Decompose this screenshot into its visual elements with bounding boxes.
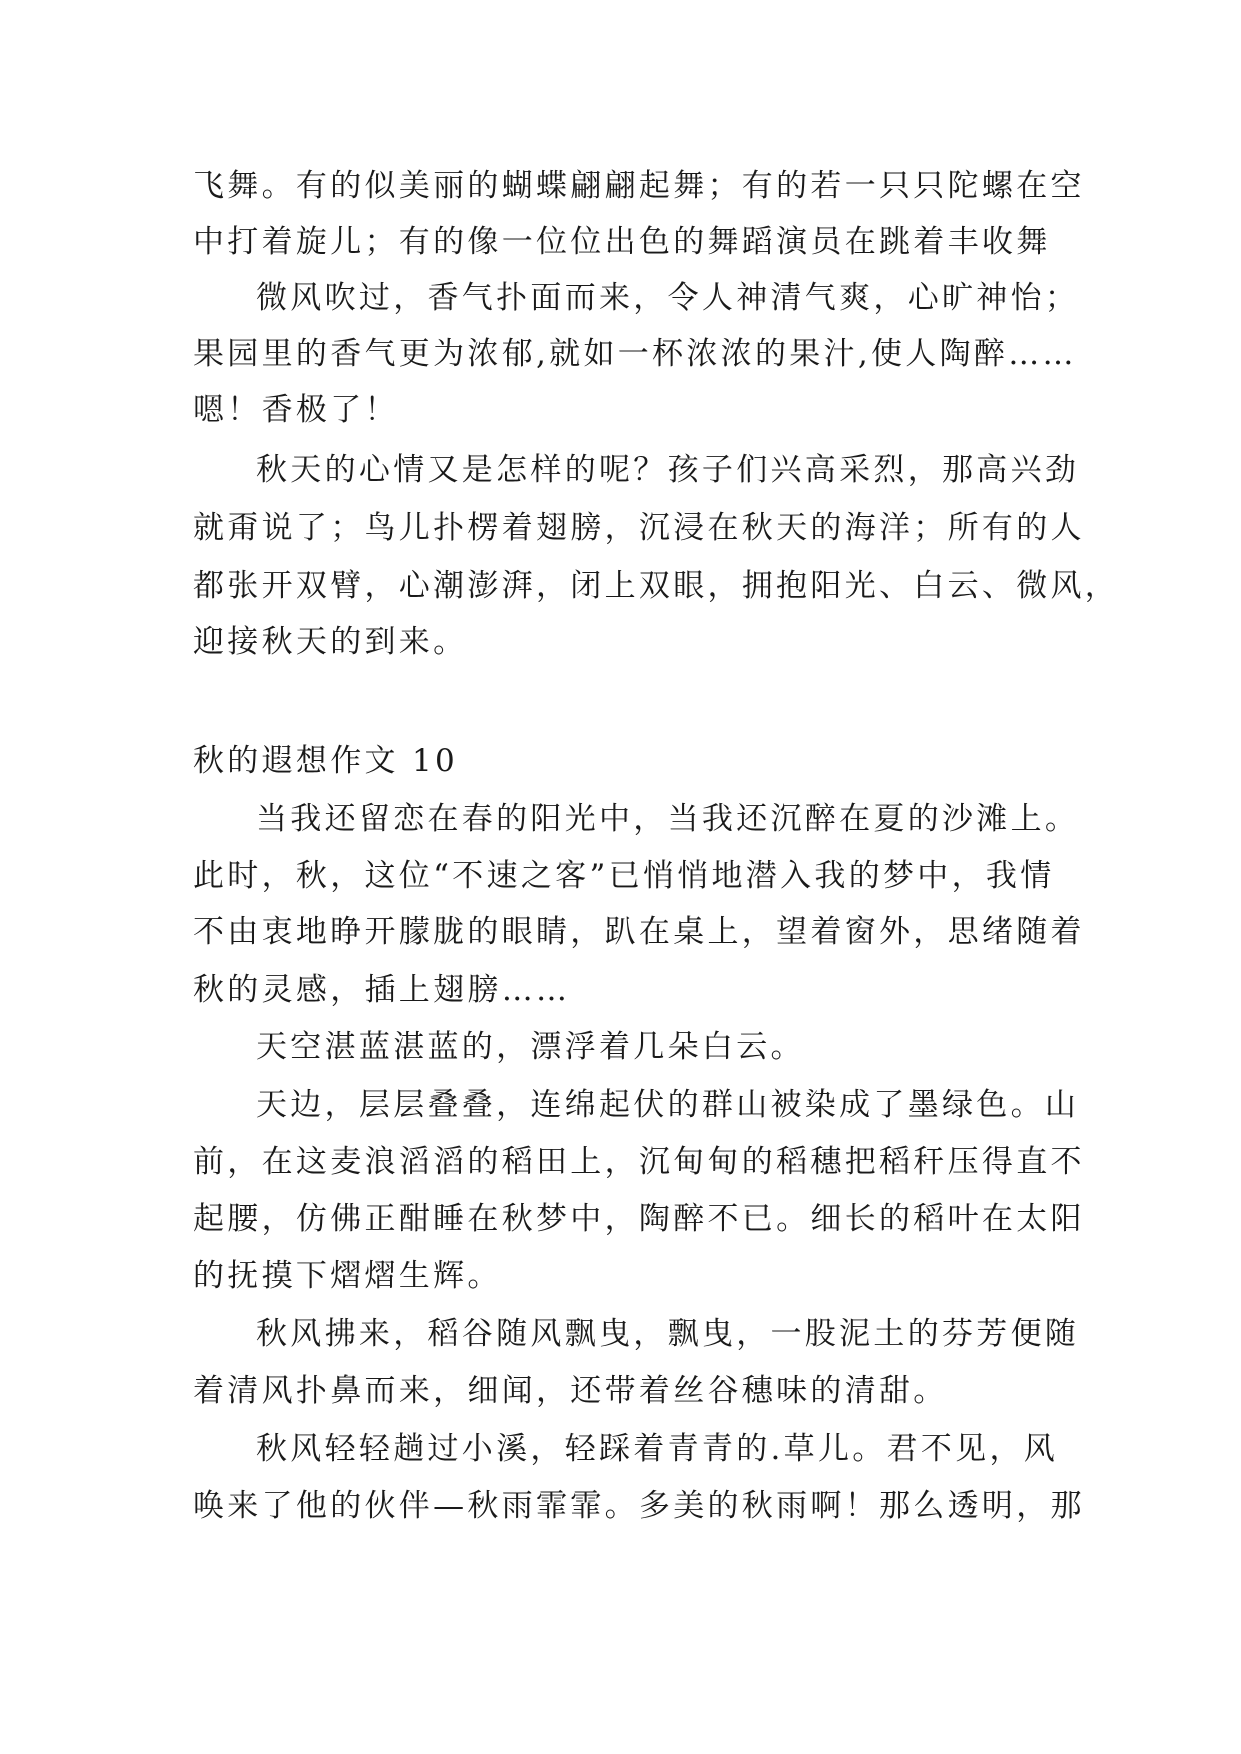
text-line: 秋风拂来，稻谷随风飘曳，飘曳，一股泥土的芬芳便随 [256, 1316, 1080, 1352]
text-line: 都张开双臂，心潮澎湃，闭上双眼，拥抱阳光、白云、微风， [193, 568, 1120, 604]
text-line: 天空湛蓝湛蓝的，漂浮着几朵白云。 [256, 1029, 805, 1065]
text-line: 中打着旋儿；有的像一位位出色的舞蹈演员在跳着丰收舞 [193, 224, 1051, 260]
text-line: 秋天的心情又是怎样的呢？孩子们兴高采烈，那高兴劲 [256, 452, 1080, 488]
text-line: 当我还留恋在春的阳光中，当我还沉醉在夏的沙滩上。 [256, 801, 1080, 837]
text-line: 天边，层层叠叠，连绵起伏的群山被染成了墨绿色。山 [256, 1087, 1080, 1123]
text-line: 秋的灵感，插上翅膀…… [193, 972, 571, 1008]
section-heading: 秋的遐想作文 10 [193, 743, 458, 779]
text-line: 前，在这麦浪滔滔的稻田上，沉甸甸的稻穗把稻秆压得直不 [193, 1144, 1085, 1180]
text-line: 此时，秋，这位“不速之客”已悄悄地潜入我的梦中，我情 [193, 858, 1055, 894]
text-line: 着清风扑鼻而来，细闻，还带着丝谷穗味的清甜。 [193, 1373, 948, 1409]
text-line: 微风吹过，香气扑面而来，令人神清气爽，心旷神怡； [256, 280, 1080, 316]
text-line: 秋风轻轻趟过小溪，轻踩着青青的.草儿。君不见，风 [256, 1431, 1059, 1467]
text-line: 迎接秋天的到来。 [193, 624, 468, 660]
text-line: 嗯！香极了！ [193, 392, 399, 428]
text-line: 果园里的香气更为浓郁,就如一杯浓浓的果汁,使人陶醉…… [193, 336, 1077, 372]
text-line: 飞舞。有的似美丽的蝴蝶翩翩起舞；有的若一只只陀螺在空 [193, 168, 1085, 204]
text-line: 就甭说了；鸟儿扑楞着翅膀，沉浸在秋天的海洋；所有的人 [193, 510, 1085, 546]
text-line: 起腰，仿佛正酣睡在秋梦中，陶醉不已。细长的稻叶在太阳 [193, 1201, 1085, 1237]
text-line: 唤来了他的伙伴—秋雨霏霏。多美的秋雨啊！那么透明，那 [193, 1488, 1085, 1524]
text-line: 的抚摸下熠熠生辉。 [193, 1258, 502, 1294]
text-line: 不由衷地睁开朦胧的眼睛，趴在桌上，望着窗外，思绪随着 [193, 914, 1085, 950]
